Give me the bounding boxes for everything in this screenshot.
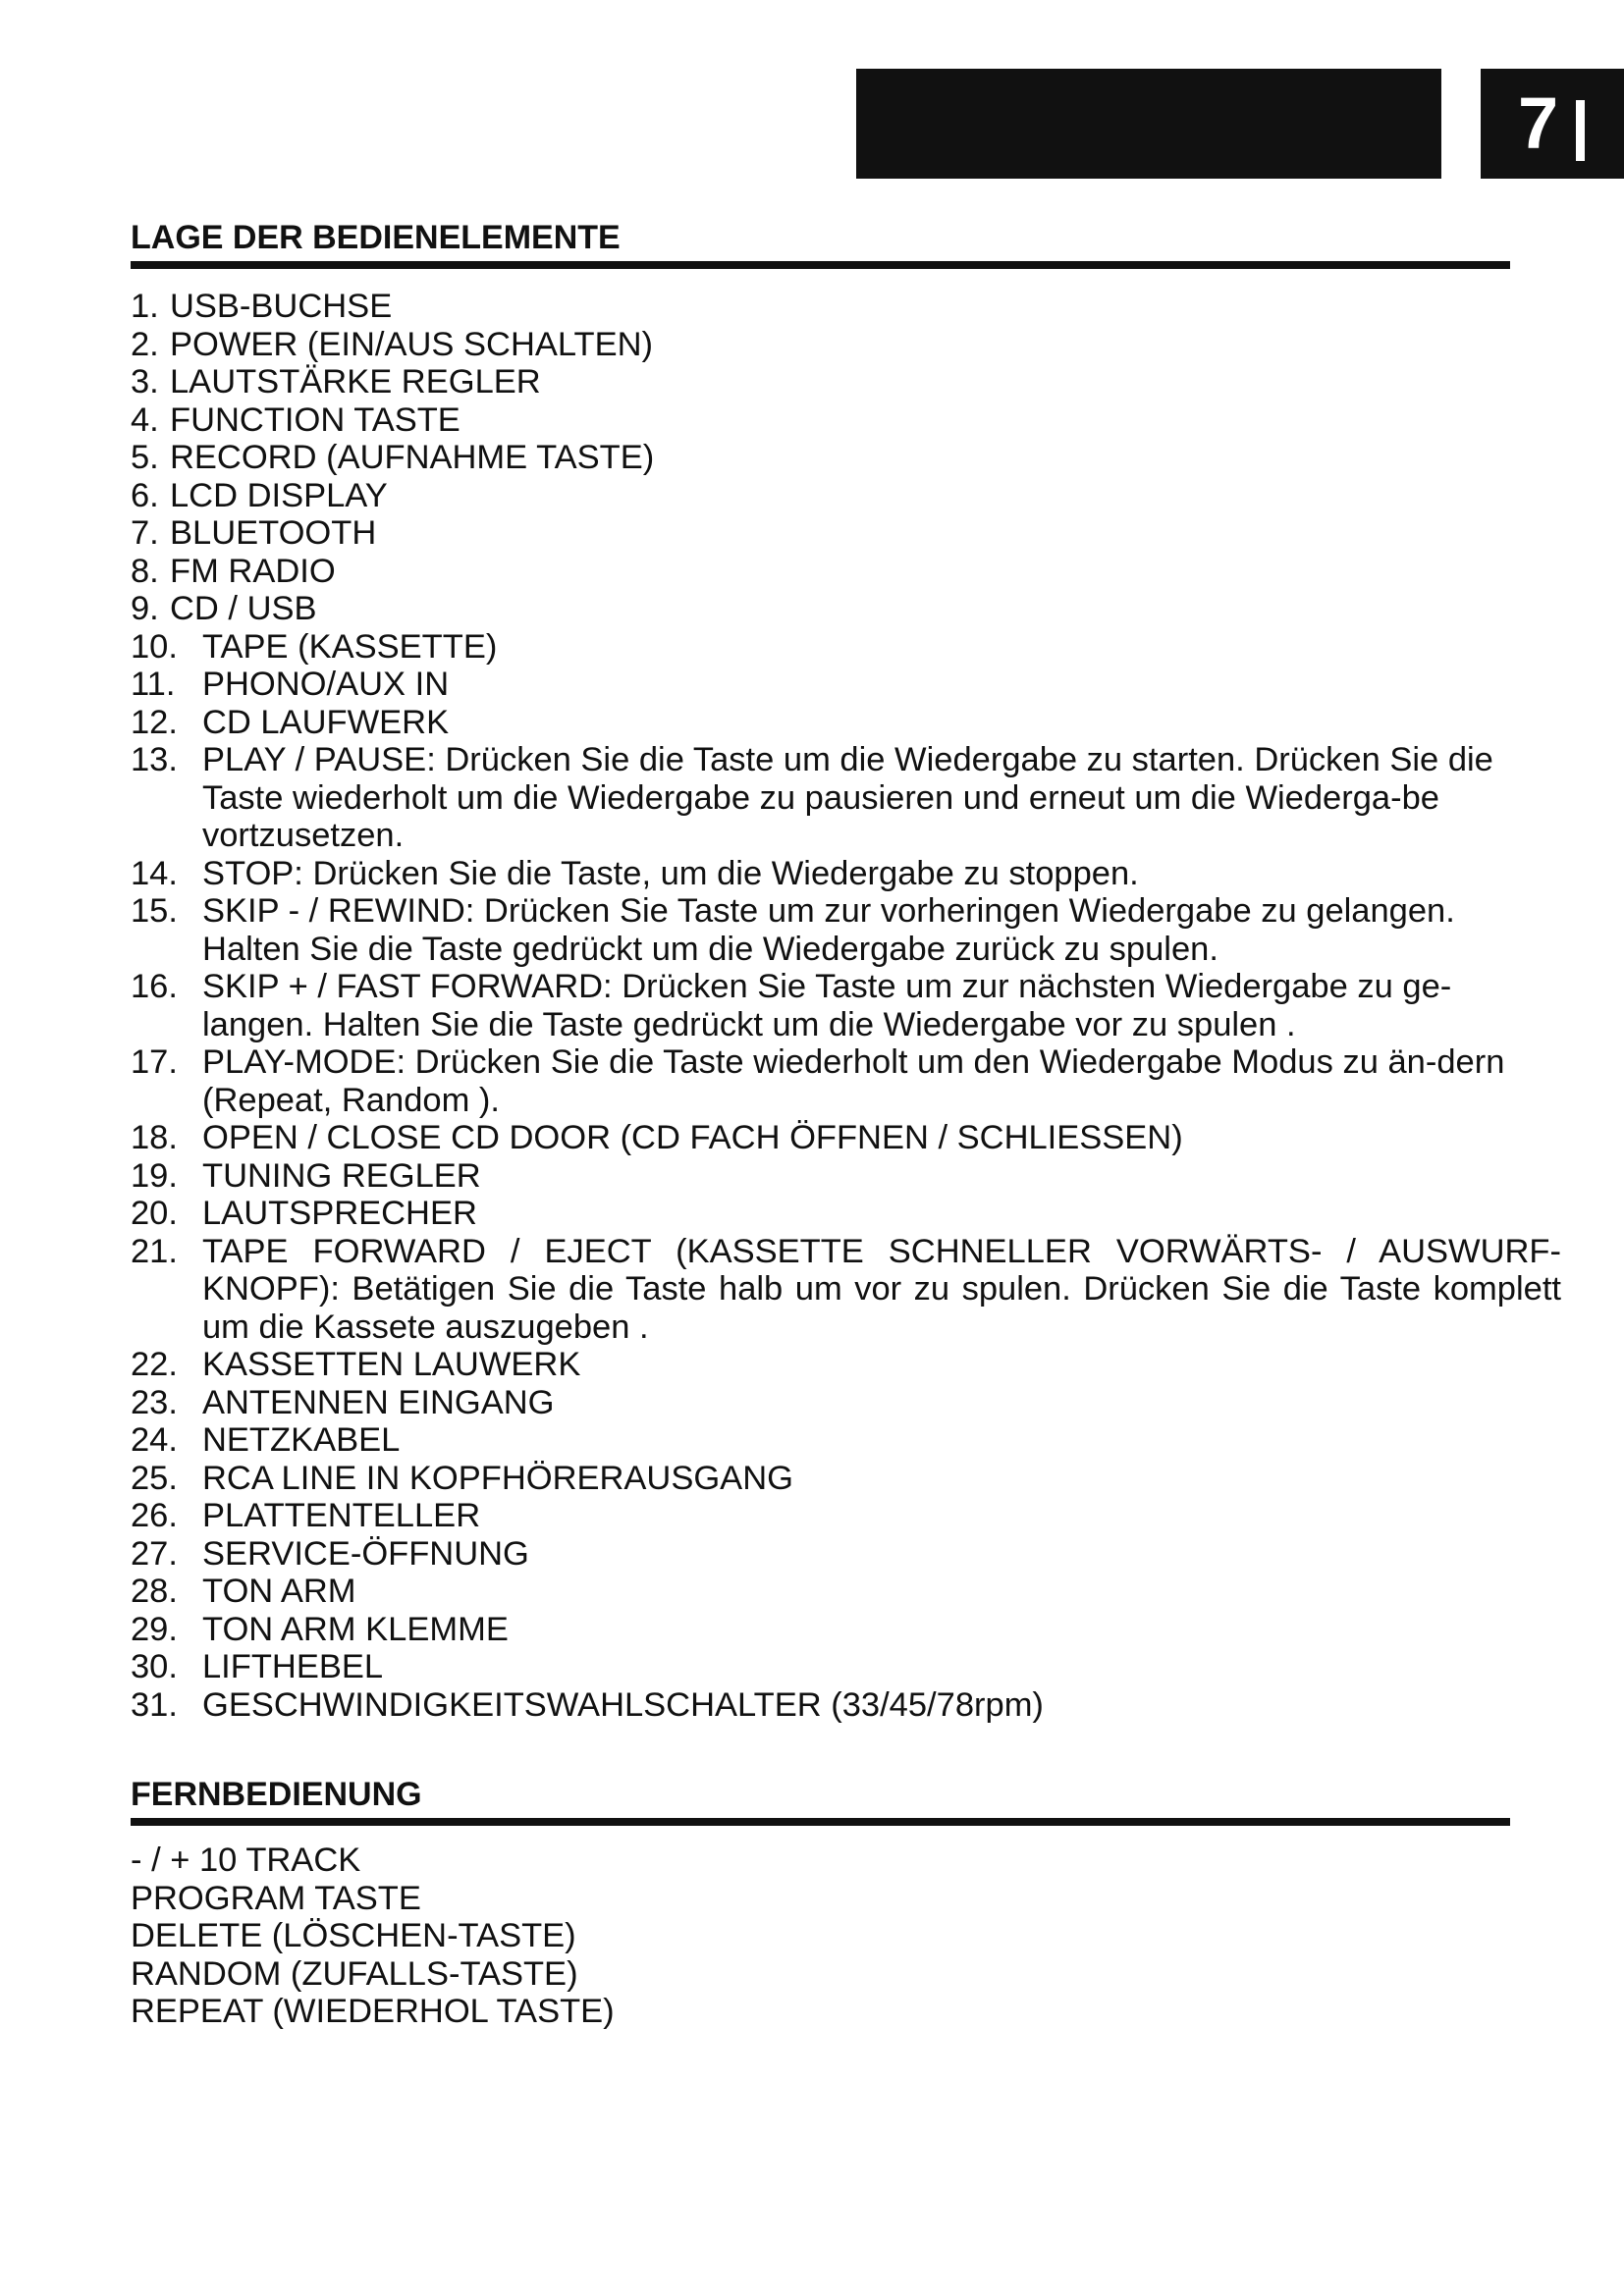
item-number: 29.	[131, 1610, 178, 1648]
remote-list	[131, 1842, 615, 2031]
list-item	[131, 1384, 1561, 1422]
page-number-tab	[1481, 69, 1624, 179]
item-text: CD LAUFWERK	[202, 703, 450, 741]
list-item	[131, 477, 1561, 515]
list-item	[131, 1497, 1561, 1535]
item-number: 11.	[131, 666, 176, 703]
item-text: TAPE FORWARD / EJECT (KASSETTE SCHNELLER VORWÄRTS- / AUSWURF-KNOPF): Betätigen Sie die Taste halb um vor zu spulen. Drücken Sie die Taste komplett um die Kassete auszugeben .	[202, 1232, 1561, 1346]
item-number: 8.	[131, 552, 159, 590]
item-number: 30.	[131, 1648, 178, 1685]
list-item	[131, 1573, 1561, 1611]
item-text: TON ARM KLEMME	[202, 1610, 509, 1648]
item-number: 10.	[131, 627, 178, 666]
item-number: 31.	[131, 1685, 178, 1724]
list-item	[131, 855, 1561, 893]
item-number: 17.	[131, 1043, 178, 1081]
item-number: 14.	[131, 854, 178, 892]
item-number: 24.	[131, 1421, 178, 1459]
list-item	[131, 666, 1561, 704]
item-text: PLAY / PAUSE: Drücken Sie die Taste um die Wiedergabe zu starten. Drücken Sie die Taste wiederholt um die Wiedergabe zu pausieren und erneut um die Wiederga-be vortzusetzen.	[202, 741, 1493, 854]
item-text: PHONO/AUX IN	[202, 666, 450, 703]
list-item	[131, 1195, 1561, 1233]
item-number: 9.	[131, 590, 159, 627]
item-text: STOP: Drücken Sie die Taste, um die Wiedergabe zu stoppen.	[202, 854, 1139, 892]
list-item	[131, 363, 1561, 401]
item-number: 7.	[131, 514, 159, 552]
item-text: FM RADIO	[170, 552, 336, 590]
section-rule-remote	[131, 1818, 1510, 1826]
list-item: PROGRAM TASTE	[131, 1879, 421, 1917]
item-number: 1.	[131, 288, 159, 325]
item-number: 26.	[131, 1497, 178, 1534]
list-item	[131, 439, 1561, 477]
item-text: POWER (EIN/AUS SCHALTEN)	[170, 325, 653, 363]
list-item: RANDOM (ZUFALLS-TASTE)	[131, 1954, 578, 1993]
item-text: OPEN / CLOSE CD DOOR (CD FACH ÖFFNEN / SCHLIESSEN)	[202, 1119, 1183, 1156]
list-item	[131, 741, 1561, 855]
list-item	[131, 590, 1561, 628]
list-item	[131, 1157, 1561, 1196]
item-text: KASSETTEN LAUWERK	[202, 1346, 581, 1383]
section-title-remote: FERNBEDIENUNG	[131, 1776, 422, 1813]
item-number: 5.	[131, 439, 159, 476]
item-number: 18.	[131, 1119, 178, 1156]
list-item	[131, 1686, 1561, 1725]
item-text: ANTENNEN EINGANG	[202, 1383, 555, 1421]
item-text: TUNING REGLER	[202, 1156, 481, 1195]
item-text: TAPE (KASSETTE)	[202, 627, 498, 666]
item-number: 27.	[131, 1534, 178, 1573]
item-number: 23.	[131, 1383, 178, 1421]
header-black-bar	[856, 69, 1441, 179]
item-number: 2.	[131, 325, 159, 363]
list-item	[131, 1648, 1561, 1686]
list-item	[131, 553, 1561, 591]
item-text: PLAY-MODE: Drücken Sie die Taste wiederholt um den Wiedergabe Modus zu än-dern (Repeat, Random ).	[202, 1043, 1505, 1119]
item-number: 4.	[131, 400, 159, 439]
item-text: FUNCTION TASTE	[170, 400, 460, 439]
item-number: 19.	[131, 1156, 178, 1195]
list-item: - / + 10 TRACK	[131, 1842, 361, 1879]
list-item	[131, 288, 1561, 326]
section-title-controls: LAGE DER BEDIENELEMENTE	[131, 219, 621, 256]
list-item	[131, 704, 1561, 742]
item-number: 28.	[131, 1573, 178, 1610]
item-text: SKIP + / FAST FORWARD: Drücken Sie Taste um zur nächsten Wiedergabe zu ge-langen. Halten Sie die Taste gedrückt um die Wiedergabe vor zu spulen .	[202, 968, 1452, 1043]
list-item	[131, 1535, 1561, 1574]
controls-list	[131, 288, 1561, 1724]
item-text: LIFTHEBEL	[202, 1648, 384, 1685]
list-item	[131, 968, 1561, 1043]
list-item: DELETE (LÖSCHEN-TASTE)	[131, 1917, 576, 1954]
item-text: TON ARM	[202, 1573, 356, 1610]
list-item	[131, 326, 1561, 364]
item-number: 22.	[131, 1346, 178, 1383]
list-item	[131, 514, 1561, 553]
section-rule-controls	[131, 261, 1510, 269]
item-number: 25.	[131, 1459, 178, 1497]
list-item	[131, 1233, 1561, 1347]
page-tab-notch	[1576, 100, 1585, 161]
item-text: LAUTSTÄRKE REGLER	[170, 363, 541, 400]
item-number: 21.	[131, 1232, 178, 1270]
item-number: 16.	[131, 968, 178, 1005]
item-text: NETZKABEL	[202, 1421, 401, 1459]
item-number: 3.	[131, 363, 159, 400]
item-text: CD / USB	[170, 590, 317, 627]
item-text: SKIP - / REWIND: Drücken Sie Taste um zur vorheringen Wiedergabe zu gelangen. Halten Sie die Taste gedrückt um die Wiedergabe zurück zu spulen.	[202, 892, 1455, 968]
item-number: 12.	[131, 703, 178, 741]
item-text: USB-BUCHSE	[170, 288, 393, 325]
item-text: PLATTENTELLER	[202, 1497, 481, 1534]
item-text: GESCHWINDIGKEITSWAHLSCHALTER (33/45/78rpm)	[202, 1685, 1044, 1724]
item-number: 6.	[131, 476, 159, 514]
list-item	[131, 401, 1561, 440]
list-item	[131, 1119, 1561, 1157]
list-item	[131, 1346, 1561, 1384]
item-text: SERVICE-ÖFFNUNG	[202, 1534, 529, 1573]
list-item: REPEAT (WIEDERHOL TASTE)	[131, 1993, 615, 2030]
item-text: RCA LINE IN KOPFHÖRERAUSGANG	[202, 1459, 793, 1497]
page-number: 7	[1518, 82, 1559, 164]
item-text: LAUTSPRECHER	[202, 1195, 477, 1232]
item-text: RECORD (AUFNAHME TASTE)	[170, 439, 655, 476]
list-item	[131, 1460, 1561, 1498]
item-number: 15.	[131, 892, 178, 930]
item-number: 20.	[131, 1195, 178, 1232]
item-number: 13.	[131, 741, 178, 778]
list-item	[131, 1043, 1561, 1119]
item-text: LCD DISPLAY	[170, 476, 388, 514]
list-item	[131, 1421, 1561, 1460]
list-item	[131, 1611, 1561, 1649]
list-item	[131, 892, 1561, 968]
item-text: BLUETOOTH	[170, 514, 377, 552]
list-item	[131, 628, 1561, 667]
